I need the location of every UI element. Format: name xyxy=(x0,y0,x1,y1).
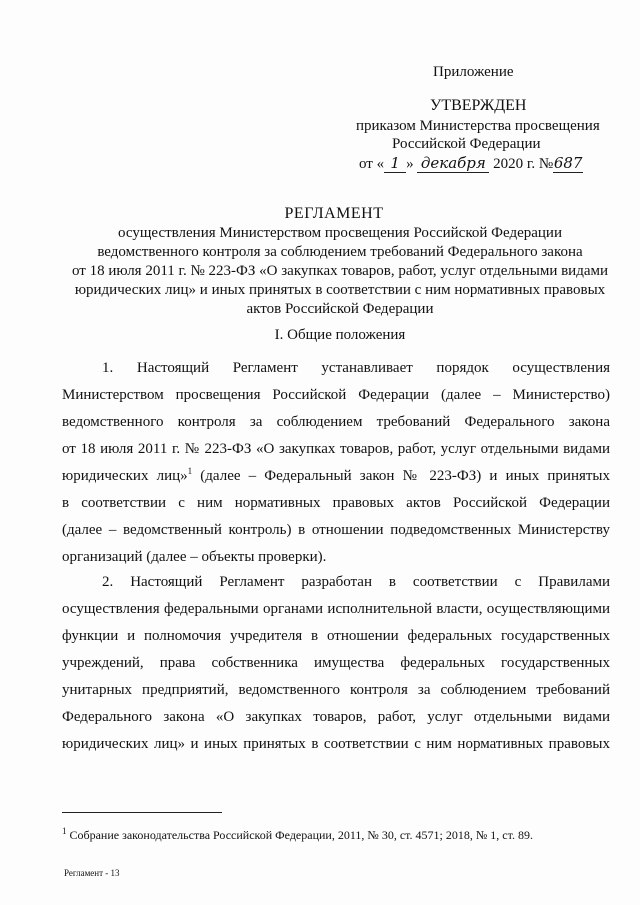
paragraph-1-line-4: от 18 июля 2011 г. № 223-ФЗ «О закупках товаров, работ, услуг отдельными видами xyxy=(62,441,610,457)
paragraph-1-line-1: 1. Настоящий Регламент устанавливает порядок осуществления xyxy=(102,360,610,376)
title-line-4: юридических лиц» и иных принятых в соответствии с ним нормативных правовых xyxy=(74,282,606,298)
footnote xyxy=(62,828,533,843)
date-prefix: от « xyxy=(359,156,385,172)
order-line-2: Российской Федерации xyxy=(392,136,541,152)
paragraph-2-line-7: юридических лиц» и иных принятых в соответствии с ним нормативных правовых xyxy=(62,736,610,752)
paragraph-1-line-5 xyxy=(62,463,610,490)
section-heading: I. Общие положения xyxy=(274,327,406,343)
title-line-1: осуществления Министерством просвещения Российской Федерации xyxy=(118,225,562,241)
order-line-1: приказом Министерства просвещения xyxy=(356,118,600,134)
appendix-label: Приложение xyxy=(433,64,514,80)
paragraph-1-line-5-start: юридических лиц» xyxy=(62,468,188,484)
title-line-5: актов Российской Федерации xyxy=(246,301,434,317)
paragraph-1-line-3: ведомственного контроля за соблюдением требований Федерального закона xyxy=(62,414,610,430)
paragraph-2-line-2: осуществления федеральными органами исполнительной власти, осуществляющими xyxy=(62,601,610,617)
order-number-handwritten: 687 xyxy=(553,154,583,172)
paragraph-1-line-5-end: (далее – Федеральный закон № 223-ФЗ) и иных принятых xyxy=(192,468,610,484)
footnote-text: Собрание законодательства Российской Федерации, 2011, № 30, ст. 4571; 2018, № 1, ст. 89. xyxy=(66,828,533,842)
approved-label: УТВЕРЖДЕН xyxy=(430,97,527,114)
document-title: РЕГЛАМЕНТ xyxy=(284,205,384,222)
footnote-mark: 1 xyxy=(62,826,67,836)
paragraph-1-line-8: организаций (далее – объекты проверки). xyxy=(62,549,327,565)
date-mid: » xyxy=(406,156,414,172)
paragraph-1-line-7: (далее – ведомственный контроль) в отношении подведомственных Министерству xyxy=(62,522,610,538)
paragraph-2-line-4: учреждений, права собственника имущества федеральных государственных xyxy=(62,655,610,671)
paragraph-1-line-6: в соответствии с ним нормативных правовых актов Российской Федерации xyxy=(62,495,610,511)
paragraph-2-line-3: функции и полномочия учредителя в отношении федеральных государственных xyxy=(62,628,610,644)
title-line-3: от 18 июля 2011 г. № 223-ФЗ «О закупках товаров, работ, услуг отдельными видами xyxy=(71,263,609,279)
title-line-2: ведомственного контроля за соблюдением требований Федерального закона xyxy=(97,244,583,260)
paragraph-1-line-2: Министерством просвещения Российской Федерации (далее – Министерство) xyxy=(62,387,610,403)
footnote-ref: 1 xyxy=(187,466,193,476)
date-month-handwritten: декабря xyxy=(417,154,489,173)
order-date-line xyxy=(359,154,583,173)
paragraph-2-line-1: 2. Настоящий Регламент разработан в соответствии с Правилами xyxy=(102,574,610,590)
date-day-handwritten: 1 xyxy=(384,154,406,173)
paragraph-2-line-6: Федерального закона «О закупках товаров, работ, услуг отдельными видами xyxy=(62,709,610,725)
date-year: 2020 г. № xyxy=(493,156,554,172)
footnote-divider xyxy=(62,812,222,813)
page-footer: Регламент - 13 xyxy=(64,868,120,878)
paragraph-2-line-5: унитарных предприятий, ведомственного контроля за соблюдением требований xyxy=(62,682,610,698)
